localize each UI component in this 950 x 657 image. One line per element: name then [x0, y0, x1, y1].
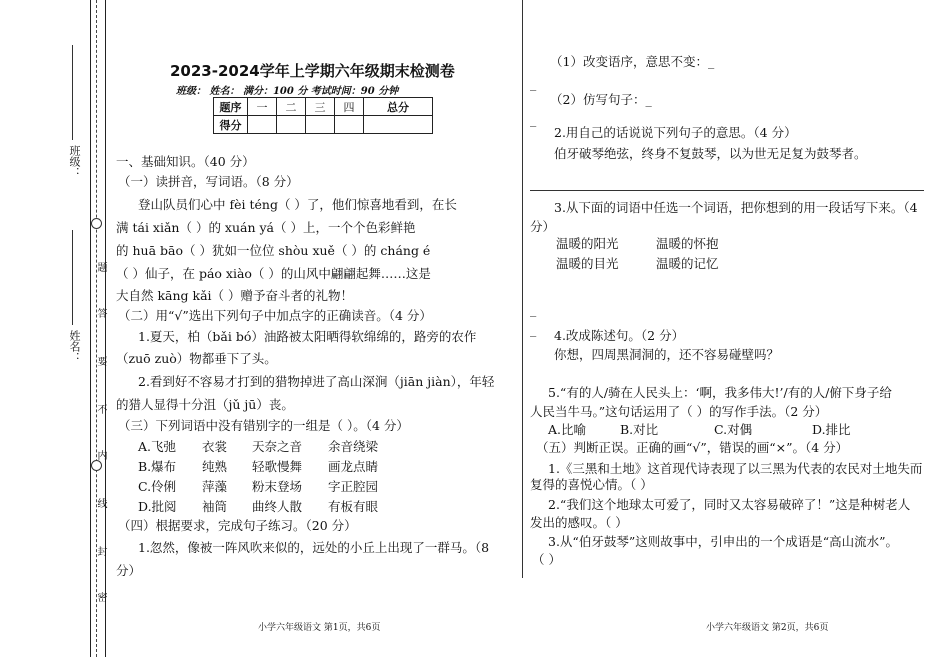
- page-title: 2023-2024学年上学期六年级期末检测卷: [170, 62, 455, 80]
- table-cell: 四: [335, 98, 364, 116]
- table-cell: 二: [277, 98, 306, 116]
- question-text: （1）改变语序，意思不变：_: [550, 54, 715, 69]
- table-cell: 题序: [214, 98, 248, 116]
- seal-char: 题: [95, 262, 106, 272]
- seal-char: 不: [95, 404, 106, 414]
- question-text: 1.《三黑和土地》这首现代诗表现了以三黑为代表的农民对土地失而: [548, 461, 923, 476]
- seal-dashed-line: [96, 0, 97, 657]
- binding-hole: [91, 218, 102, 229]
- option-c: C.伶俐 萍藻 粉末登场 字正腔园: [138, 479, 379, 494]
- page-footer: 小学六年级语文 第1页，共6页: [258, 623, 381, 633]
- question-text: 分）: [116, 563, 142, 578]
- word-row: 温暖的目光 温暖的记忆: [556, 256, 719, 271]
- score-input-cell[interactable]: [306, 116, 335, 134]
- question-text: 2.用自己的话说说下列句子的意思。（4 分）: [554, 125, 797, 140]
- table-row: [214, 116, 433, 134]
- question-title: （三）下列词语中没有错别字的一组是（ ）。（4 分）: [118, 418, 409, 433]
- binding-hole: [91, 460, 102, 471]
- question-text: （2）仿写句子：_: [550, 92, 652, 107]
- question-text: 2.“我们这个地球太可爱了，同时又太容易破碎了！”这是种树老人: [548, 497, 911, 512]
- question-text: 的猎人显得十分沮（jǔ jū）丧。: [116, 397, 294, 412]
- seal-char: 答: [95, 308, 106, 318]
- seal-char: 要: [95, 356, 106, 366]
- question-text: （zuō zuò）物都垂下了头。: [116, 351, 277, 366]
- score-input-cell[interactable]: [335, 116, 364, 134]
- question-text: 登山队员们心中 fèi téng（ ）了，他们惊喜地看到，在长: [138, 197, 457, 212]
- option-a: A.飞弛 衣裳 天奈之音 余音绕梁: [138, 439, 379, 454]
- word-row: 温暖的阳光 温暖的怀抱: [556, 236, 719, 251]
- score-input-cell[interactable]: [277, 116, 306, 134]
- question-text: 人民当牛马。”这句话运用了（ ）的写作手法。（2 分）: [530, 404, 828, 419]
- question-text: （ ）仙子，在 páo xiào（ ）的山风中翩翩起舞……这是: [116, 266, 431, 281]
- binding-strip: [90, 0, 106, 657]
- question-text: （ ）: [532, 552, 561, 567]
- question-text: 复得的喜悦心情。（ ）: [530, 477, 653, 492]
- answer-line[interactable]: [530, 190, 924, 191]
- seal-char: 内: [95, 450, 106, 460]
- question-title: （四）根据要求，完成句子练习。（20 分）: [118, 518, 357, 533]
- column-divider: [522, 0, 523, 578]
- score-input-cell[interactable]: [364, 116, 433, 134]
- question-text: 大自然 kāng kǎi（ ）赠予奋斗者的礼物！: [116, 288, 354, 303]
- choice-options: A.比喻 B.对比 C.对偶 D.排比: [548, 422, 851, 437]
- question-text: 你想，四周黑洞洞的，还不容易碰壁吗？: [554, 347, 780, 362]
- score-input-cell[interactable]: [248, 116, 277, 134]
- class-label: 班级：: [68, 145, 81, 178]
- table-cell: 三: [306, 98, 335, 116]
- seal-char: 封: [95, 546, 106, 556]
- question-text: 3.从“伯牙鼓琴”这则故事中，引申出的一个成语是“高山流水”。: [548, 534, 898, 549]
- answer-blank[interactable]: _: [530, 322, 537, 337]
- option-b: B.爆布 纯熟 轻歌慢舞 画龙点睛: [138, 459, 379, 474]
- answer-blank[interactable]: _: [530, 302, 537, 317]
- question-title: （五）判断正误。正确的画“√”，错误的画“×”。（4 分）: [536, 440, 849, 455]
- question-text: 1.忽然，像被一阵风吹来似的，远处的小丘上出现了一群马。（8: [138, 540, 490, 555]
- seal-char: 线: [95, 498, 106, 508]
- question-text: 3.从下面的词语中任选一个词语，把你想到的用一段话写下来。（4: [554, 200, 918, 215]
- question-text: 发出的感叹。（ ）: [530, 515, 628, 530]
- table-cell: 一: [248, 98, 277, 116]
- question-text: 分）: [530, 219, 556, 234]
- question-title: （一）读拼音，写词语。（8 分）: [118, 174, 299, 189]
- seal-char: 密: [95, 592, 106, 602]
- question-text: 伯牙破琴绝弦，终身不复鼓琴，以为世无足复为鼓琴者。: [554, 146, 867, 161]
- table-cell: 得分: [214, 116, 248, 134]
- table-row: [214, 98, 433, 116]
- exam-info: 班级： 姓名： 满分：100 分 考试时间：90 分钟: [176, 86, 399, 97]
- answer-blank[interactable]: _: [530, 76, 537, 91]
- question-text: 2.看到好不容易才打到的猎物掉进了高山深涧（jiān jiàn），年轻: [138, 374, 495, 389]
- class-field-line: [72, 45, 73, 140]
- score-table: [213, 97, 433, 134]
- question-text: 4.改成陈述句。（2 分）: [554, 328, 685, 343]
- option-d: D.批阅 袖筒 曲终人散 有板有眼: [138, 499, 379, 514]
- question-title: （二）用“√”选出下列句子中加点字的正确读音。（4 分）: [118, 308, 432, 323]
- question-text: 的 huā bāo（ ）犹如一位位 shòu xuě（ ）的 cháng é: [116, 243, 431, 258]
- section-heading: 一、基础知识。（40 分）: [116, 154, 255, 169]
- name-field-line: [72, 230, 73, 325]
- name-label: 姓名：: [68, 330, 81, 363]
- answer-blank[interactable]: _: [530, 112, 537, 127]
- question-text: 1.夏天，柏（bǎi bó）油路被太阳晒得软绵绵的，路旁的农作: [138, 329, 477, 344]
- table-cell: 总分: [364, 98, 433, 116]
- question-text: 5.“有的人/骑在人民头上：‘啊，我多伟大!’/有的人/俯下身子给: [548, 385, 892, 400]
- question-text: 满 tái xiǎn（ ）的 xuán yá（ ）上，一个个色彩鲜艳: [116, 220, 416, 235]
- page-footer: 小学六年级语文 第2页，共6页: [706, 623, 829, 633]
